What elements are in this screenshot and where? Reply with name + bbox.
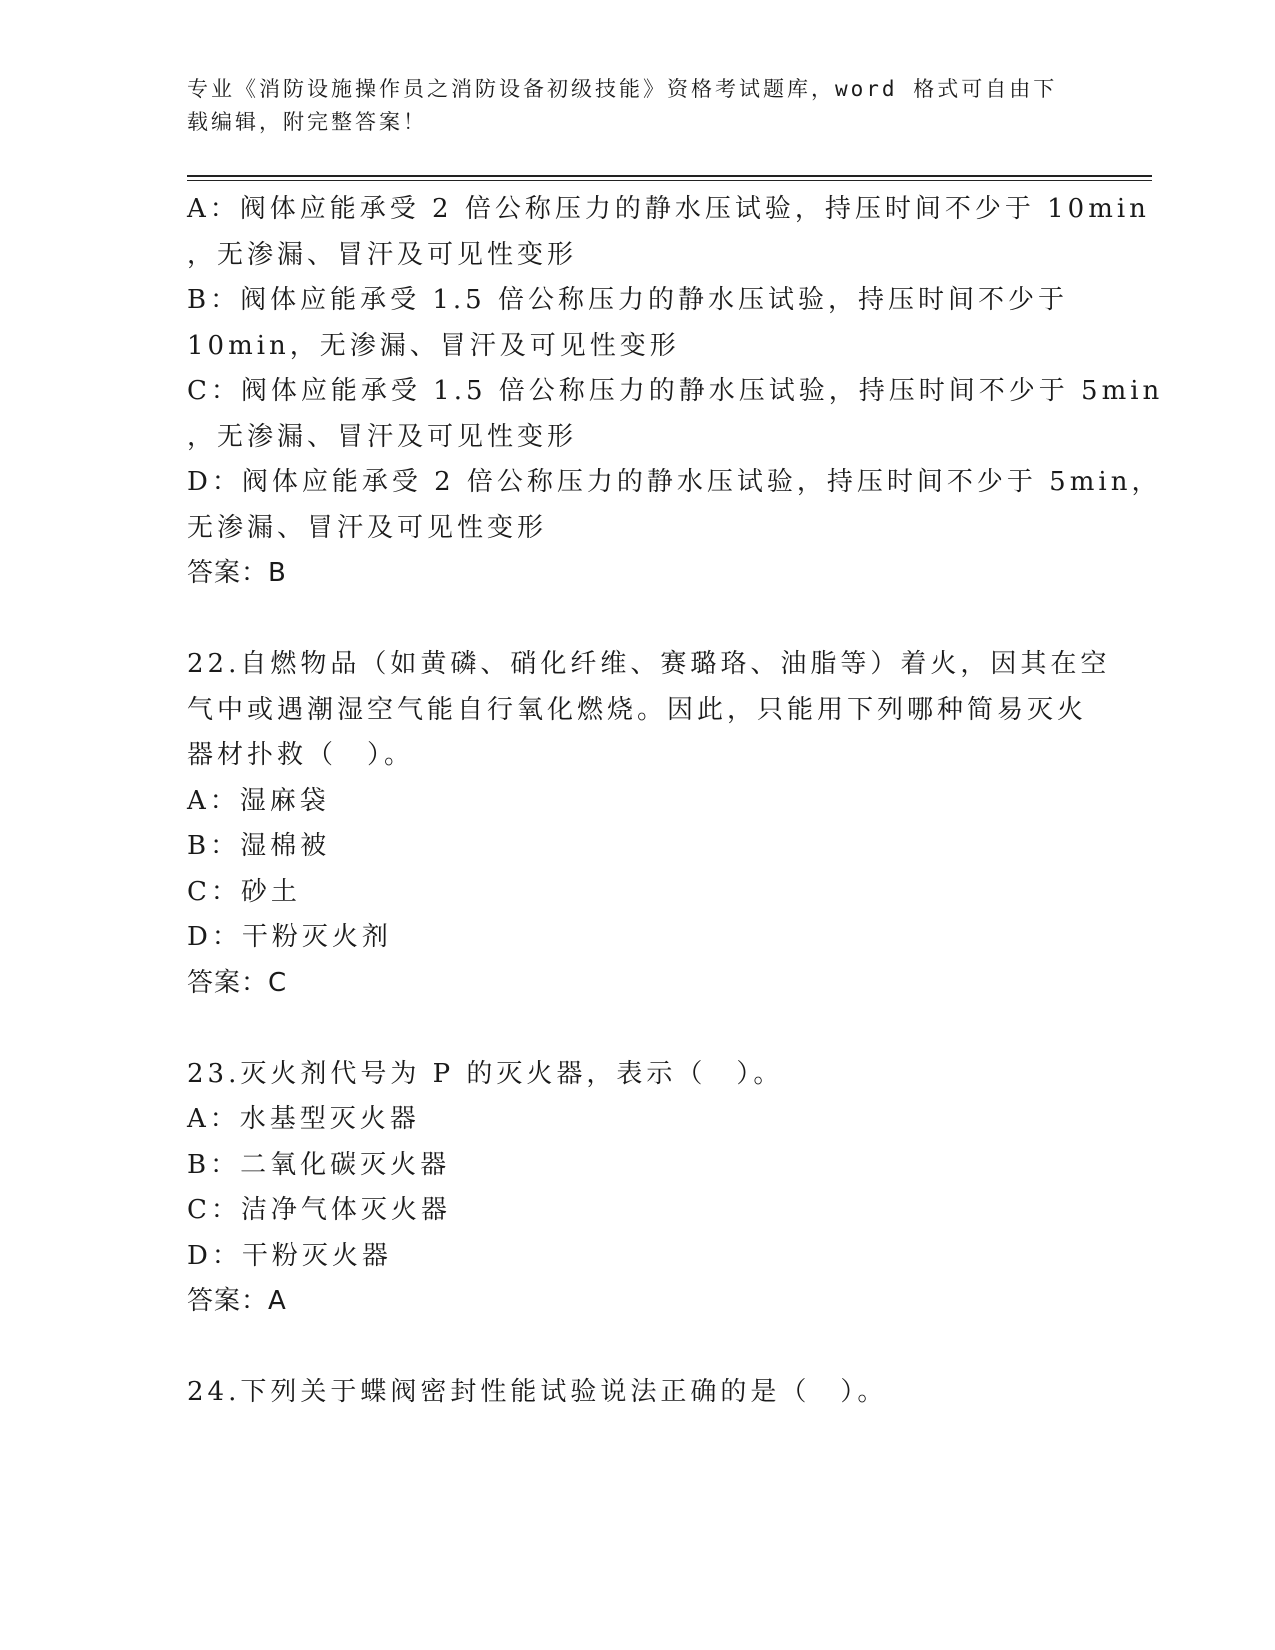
question-stem-line-3: 器材扑救（ ）。 bbox=[187, 740, 415, 770]
answer-text: 答案：A bbox=[187, 1286, 287, 1316]
question-spacer bbox=[187, 1325, 1087, 1371]
option-a-line-2: ，无渗漏、冒汗及可见性变形 bbox=[187, 239, 578, 270]
option-c: C：洁净气体灭火器 bbox=[187, 1195, 451, 1225]
option-d-line-2: 无渗漏、冒汗及可见性变形 bbox=[187, 512, 548, 543]
question-22 bbox=[187, 642, 1111, 1006]
option-a: A：湿麻袋 bbox=[187, 785, 330, 816]
question-stem-line-2: 气中或遇潮湿空气能自行氧化燃烧。因此，只能用下列哪种简易灭火 bbox=[187, 694, 1088, 725]
option-d-line-1: D：阀体应能承受 2 倍公称压力的静水压试验，持压时间不少于 5min， bbox=[187, 467, 1162, 497]
question-list bbox=[187, 187, 1164, 1416]
question-spacer bbox=[187, 1006, 1087, 1052]
option-c-line-1: C：阀体应能承受 1.5 倍公称压力的静水压试验，持压时间不少于 5min bbox=[187, 376, 1164, 406]
option-b-line-2: 10min，无渗漏、冒汗及可见性变形 bbox=[187, 330, 680, 361]
answer-text: 答案：B bbox=[187, 558, 287, 588]
option-a: A：水基型灭火器 bbox=[187, 1104, 420, 1134]
option-c: C：砂土 bbox=[187, 876, 301, 907]
question-spacer bbox=[187, 597, 1087, 643]
question-stem: 23.灭火剂代号为 P 的灭火器，表示（ ）。 bbox=[187, 1058, 784, 1089]
header-divider-thick bbox=[187, 175, 1152, 177]
header-line-1: 专业《消防设施操作员之消防设备初级技能》资格考试题库，word 格式可自由下 bbox=[187, 77, 1058, 101]
header-line-2: 载编辑，附完整答案！ bbox=[187, 110, 427, 134]
question-23 bbox=[187, 1052, 1087, 1325]
question-stem: 24.下列关于蝶阀密封性能试验说法正确的是（ ）。 bbox=[187, 1377, 888, 1407]
question-24 bbox=[187, 1370, 1087, 1416]
option-b-line-1: B：阀体应能承受 1.5 倍公称压力的静水压试验，持压时间不少于 bbox=[187, 285, 1068, 315]
option-c-line-2: ，无渗漏、冒汗及可见性变形 bbox=[187, 421, 578, 452]
header-divider-thin bbox=[187, 180, 1152, 181]
option-d: D：干粉灭火剂 bbox=[187, 922, 392, 952]
option-b: B：二氧化碳灭火器 bbox=[187, 1149, 451, 1180]
answer-text: 答案：C bbox=[187, 967, 288, 998]
question-stem-line-1: 22.自燃物品（如黄磷、硝化纤维、赛璐珞、油脂等）着火，因其在空 bbox=[187, 649, 1111, 679]
question-21 bbox=[187, 187, 1164, 597]
option-b: B：湿棉被 bbox=[187, 831, 331, 861]
option-a-line-1: A：阀体应能承受 2 倍公称压力的静水压试验，持压时间不少于 10min bbox=[187, 194, 1150, 224]
option-d: D：干粉灭火器 bbox=[187, 1240, 392, 1271]
document-header bbox=[187, 73, 1067, 139]
